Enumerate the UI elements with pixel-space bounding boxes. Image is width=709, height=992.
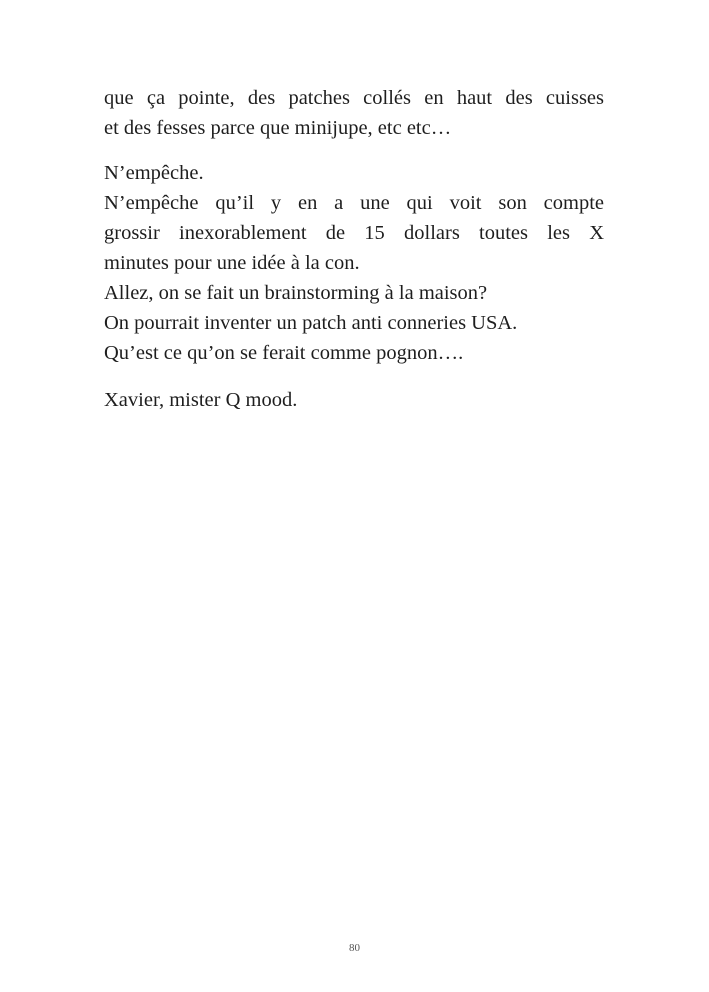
page-number: 80 [349,942,360,954]
text-line: que ça pointe, des patches collés en haut des cuisses [104,87,604,109]
text-line: N’empêche qu’il y en a une qui voit son compte [104,192,604,214]
text-line: On pourrait inventer un patch anti conneries USA. [104,312,518,334]
paragraph [104,83,604,143]
paragraph [104,385,604,415]
paragraph [104,158,604,368]
text-line: minutes pour une idée à la con. [104,252,360,274]
text-line: Allez, on se fait un brainstorming à la maison? [104,282,488,304]
text-line: Qu’est ce qu’on se ferait comme pognon…. [104,342,464,364]
signature-line: Xavier, mister Q mood. [104,389,298,411]
text-line: N’empêche. [104,162,204,184]
text-line: grossir inexorablement de 15 dollars toutes les X [104,222,604,244]
text-line: et des fesses parce que minijupe, etc etc… [104,117,452,139]
